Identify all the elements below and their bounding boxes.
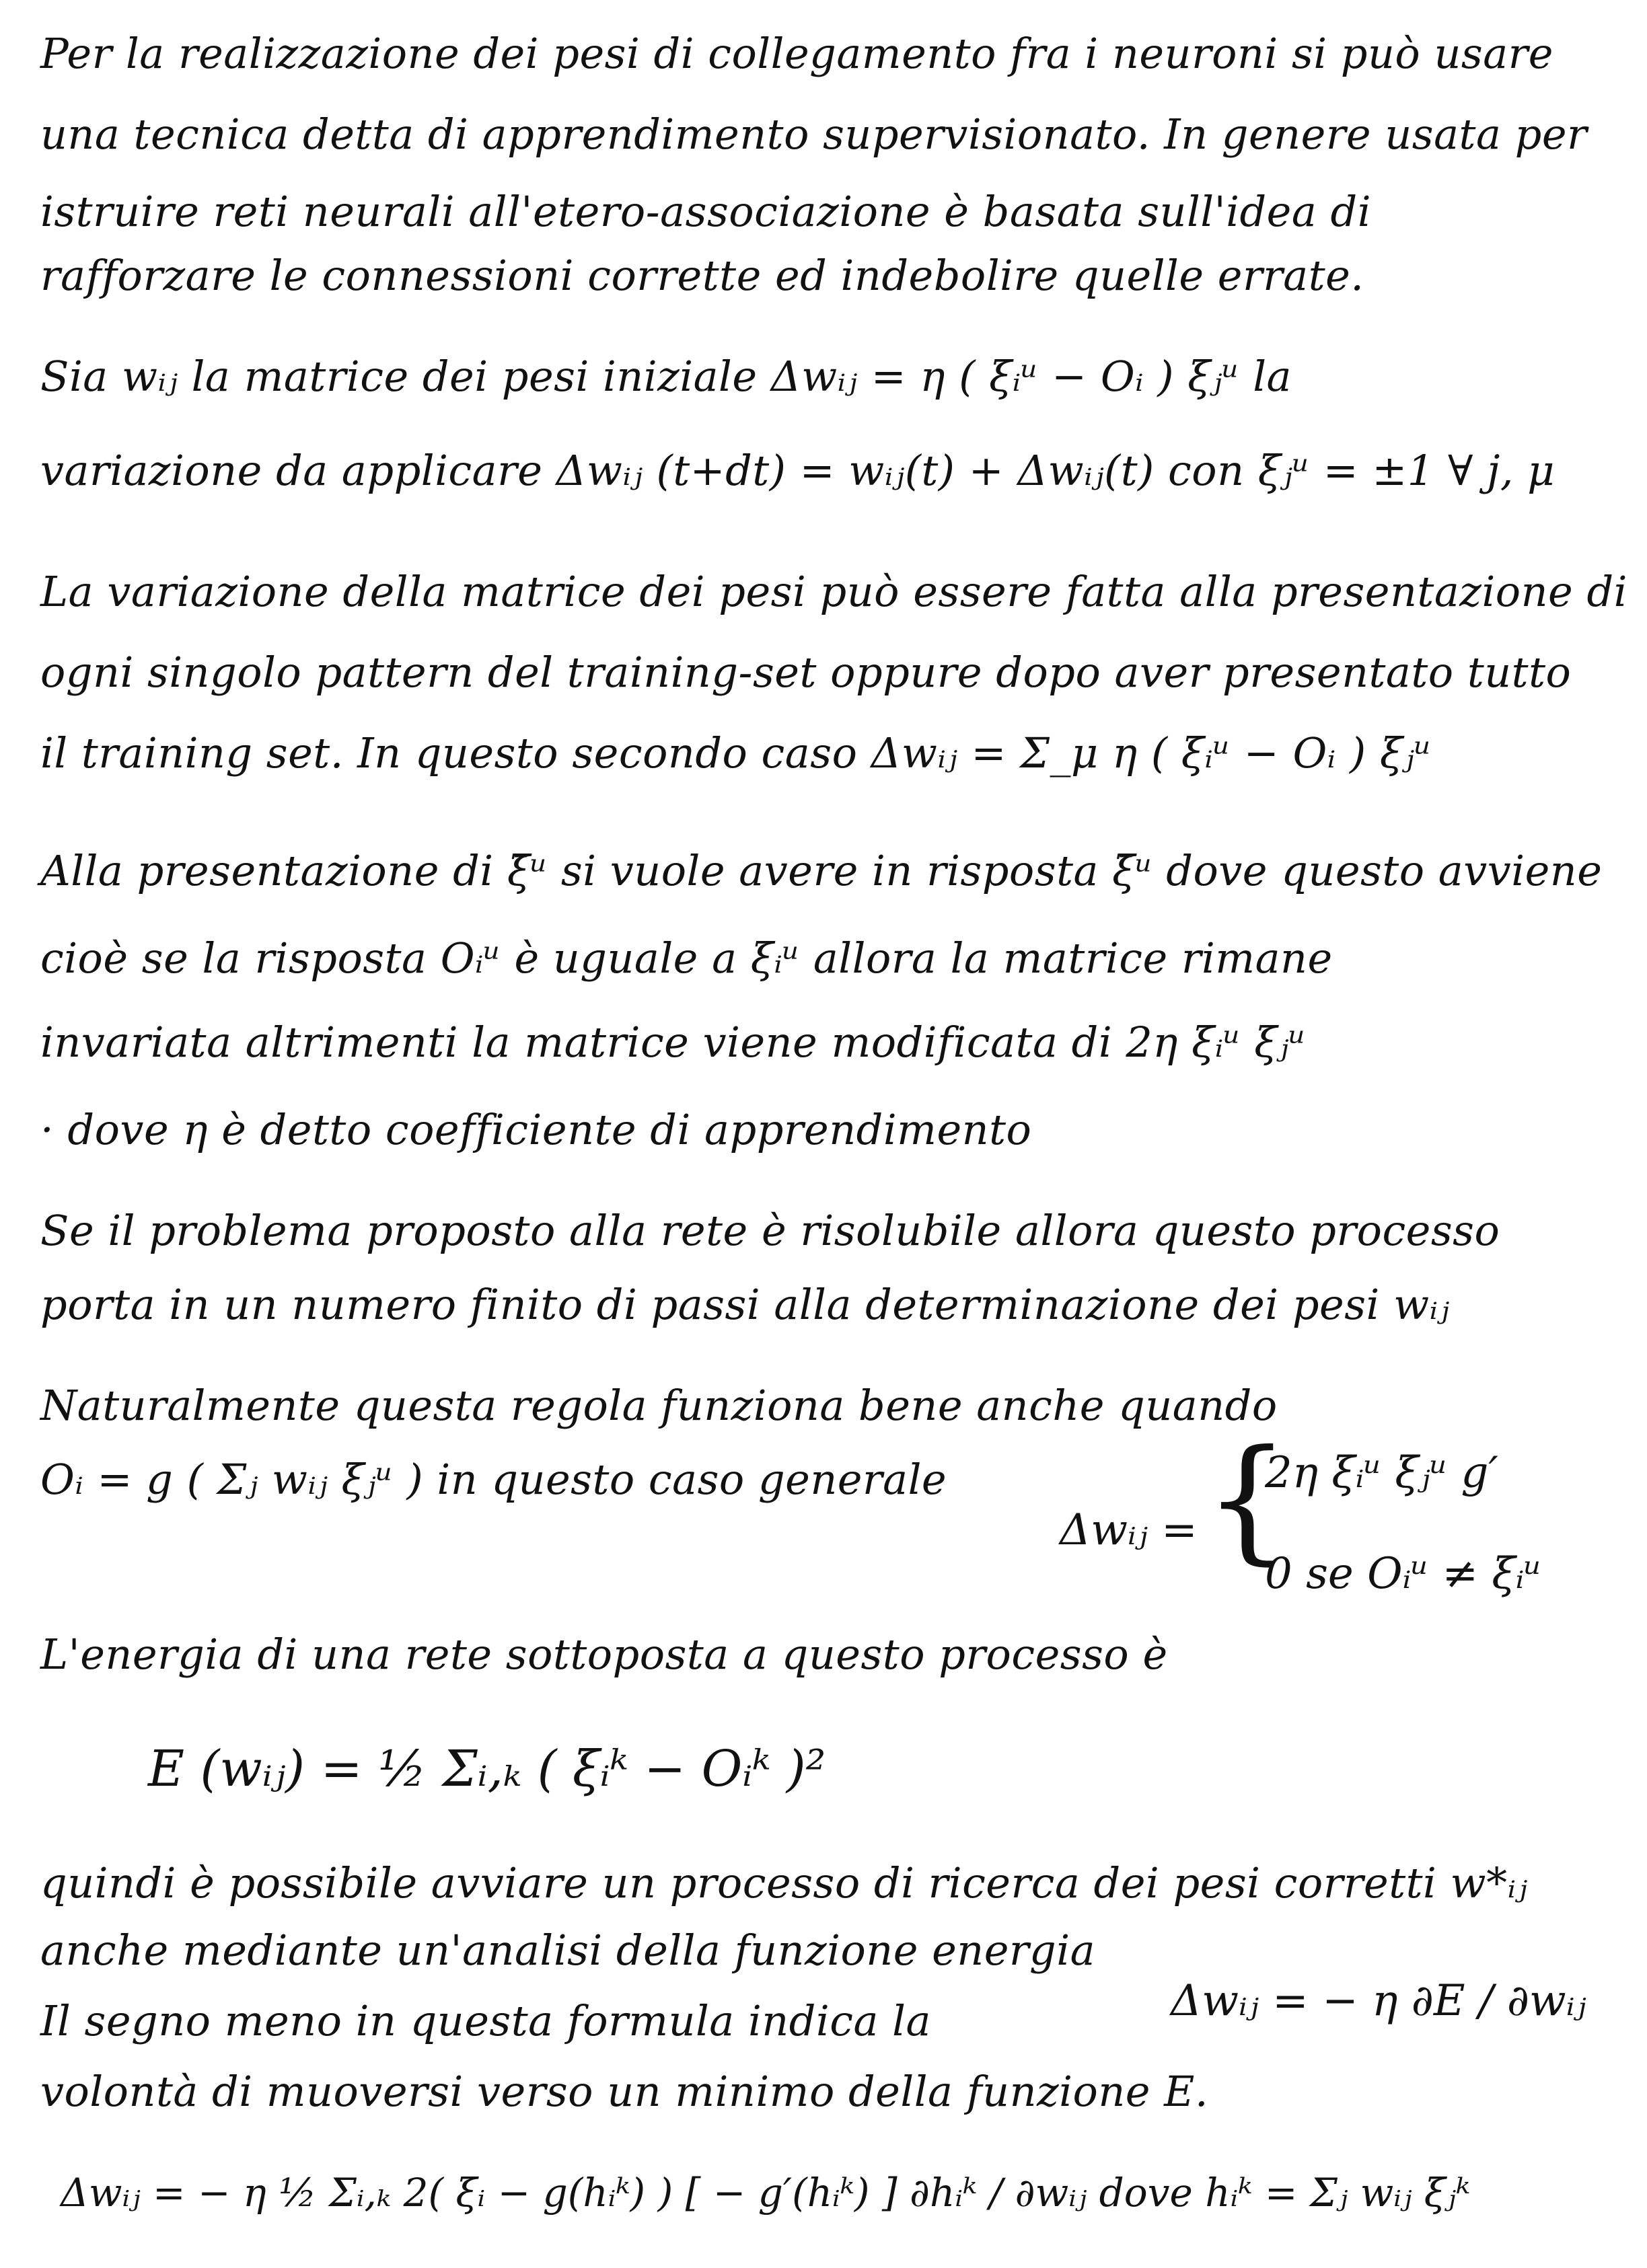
text-line-19: quindi è possibile avviare un processo di ricerca dei pesi corretti w*ᵢⱼ	[40, 1858, 1528, 1907]
text-line-4: rafforzare le connessioni corrette ed indebolire quelle errate.	[40, 251, 1364, 300]
energy-formula: E (wᵢⱼ) = ½ Σᵢ,ₖ ( ξᵢᵏ − Oᵢᵏ )²	[148, 1740, 826, 1798]
text-line-7: La variazione della matrice dei pesi può essere fatta alla presentazione di	[40, 567, 1627, 616]
text-line-12: invariata altrimenti la matrice viene modificata di 2η ξᵢᵘ ξⱼᵘ	[40, 1018, 1306, 1067]
text-line-8: ogni singolo pattern del training-set oppure dopo aver presentato tutto	[40, 648, 1572, 697]
text-line-14: Se il problema proposto alla rete è risolubile allora questo processo	[40, 1206, 1500, 1255]
text-line-18: L'energia di una rete sottoposta a questo processo è	[40, 1630, 1168, 1679]
text-line-20: anche mediante un'analisi della funzione energia	[40, 1926, 1096, 1975]
text-line-13: · dove η è detto coefficiente di apprendimento	[40, 1105, 1032, 1154]
text-line-15: porta in un numero finito di passi alla determinazione dei pesi wᵢⱼ	[40, 1280, 1450, 1329]
text-line-22: volontà di muoversi verso un minimo della funzione E.	[40, 2067, 1209, 2116]
text-line-21: Il segno meno in questa formula indica la	[40, 1996, 931, 2045]
text-line-11: cioè se la risposta Oᵢᵘ è uguale a ξᵢᵘ allora la matrice rimane	[40, 934, 1333, 983]
general-case-brace: {	[1204, 1421, 1290, 1578]
general-case-row-2: 0 se Oᵢᵘ ≠ ξᵢᵘ	[1265, 1549, 1541, 1599]
text-line-2: una tecnica detta di apprendimento supervisionato. In genere usata per	[40, 110, 1588, 159]
text-line-9: il training set. In questo secondo caso Δwᵢⱼ = Σ_μ η ( ξᵢᵘ − Oᵢ ) ξⱼᵘ	[40, 728, 1432, 778]
text-line-1: Per la realizzazione dei pesi di collegamento fra i neuroni si può usare	[40, 29, 1553, 78]
text-line-6: variazione da applicare Δwᵢⱼ (t+dt) = wᵢⱼ(t) + Δwᵢⱼ(t) con ξⱼᵘ = ±1 ∀ j, μ	[40, 446, 1556, 495]
general-case-lhs: Δwᵢⱼ =	[1060, 1505, 1198, 1555]
general-case-row-1: 2η ξᵢᵘ ξⱼᵘ g′	[1265, 1448, 1498, 1498]
text-line-5: Sia wᵢⱼ la matrice dei pesi iniziale Δwᵢⱼ = η ( ξᵢᵘ − Oᵢ ) ξⱼᵘ la	[40, 352, 1292, 401]
text-line-3: istruire reti neurali all'etero-associazione è basata sull'idea di	[40, 187, 1372, 236]
text-line-17: Oᵢ = g ( Σⱼ wᵢⱼ ξⱼᵘ ) in questo caso generale	[40, 1455, 947, 1504]
final-derivation-formula: Δwᵢⱼ = − η ½ Σᵢ,ₖ 2( ξᵢ − g(hᵢᵏ) ) [ − g′(hᵢᵏ) ] ∂hᵢᵏ / ∂wᵢⱼ dove hᵢᵏ = Σⱼ wᵢⱼ ξⱼᵏ	[61, 2170, 1471, 2216]
text-line-10: Alla presentazione di ξ̄ᵘ si vuole avere in risposta ξ̄ᵘ dove questo avviene	[40, 846, 1603, 895]
gradient-formula: Δwᵢⱼ = − η ∂E / ∂wᵢⱼ	[1171, 1976, 1586, 2026]
text-line-16: Naturalmente questa regola funziona bene anche quando	[40, 1381, 1278, 1430]
